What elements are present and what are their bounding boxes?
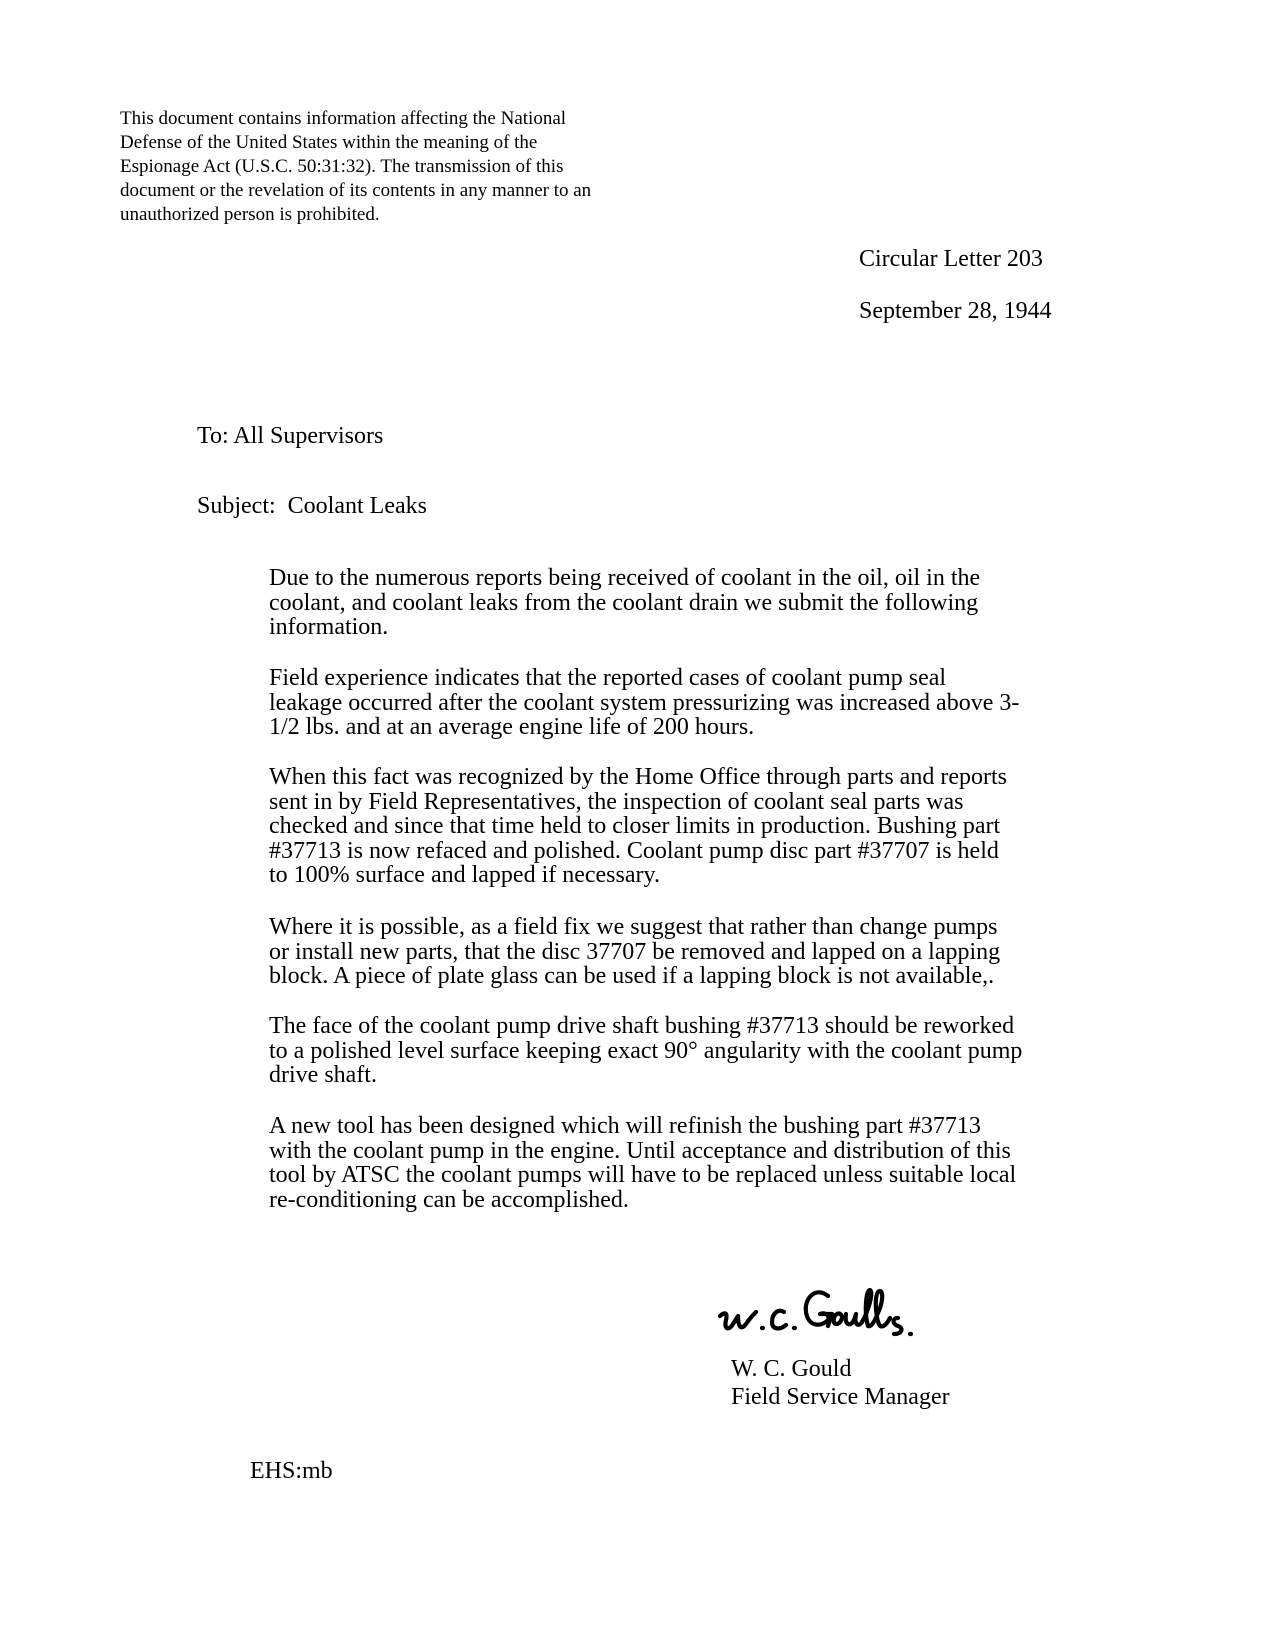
subject-value: Coolant Leaks <box>287 493 427 519</box>
typist-initials: EHS:mb <box>250 1458 333 1484</box>
paragraph-line: checked and since that time held to closer limits in production. Bushing part <box>269 813 1001 839</box>
paragraph-line: block. A piece of plate glass can be used if a lapping block is not available,. <box>269 963 995 989</box>
subject-label: Subject: <box>197 493 276 519</box>
signer-title: Field Service Manager <box>731 1384 950 1410</box>
security-notice-line: document or the revelation of its contents in any manner to an <box>120 180 592 201</box>
body-paragraph-6 <box>269 1114 1069 1212</box>
signer-name: W. C. Gould <box>731 1356 852 1382</box>
paragraph-line: to a polished level surface keeping exact 90° angularity with the coolant pump <box>269 1037 1023 1064</box>
paragraph-line: 1/2 lbs. and at an average engine life of 200 hours. <box>269 714 755 740</box>
subject-line <box>197 492 427 520</box>
paragraph-line: coolant, and coolant leaks from the coolant drain we submit the following <box>269 589 979 616</box>
paragraph-line: leakage occurred after the coolant system pressurizing was increased above 3- <box>269 689 1020 716</box>
security-notice-line: This document contains information affecting the National <box>120 108 567 129</box>
paragraph-line: re-conditioning can be accomplished. <box>269 1186 629 1213</box>
paragraph-line: drive shaft. <box>269 1062 377 1088</box>
paragraph-line: Where it is possible, as a field fix we suggest that rather than change pumps <box>269 914 998 940</box>
paragraph-line: Field experience indicates that the reported cases of coolant pump seal <box>269 665 947 691</box>
security-notice-line: Espionage Act (U.S.C. 50:31:32). The transmission of this <box>120 156 564 177</box>
paragraph-line: A new tool has been designed which will refinish the bushing part #37713 <box>269 1113 981 1139</box>
paragraph-line: tool by ATSC the coolant pumps will have to be replaced unless suitable local <box>269 1162 1017 1188</box>
paragraph-line: to 100% surface and lapped if necessary. <box>269 862 660 888</box>
security-notice-line: unauthorized person is prohibited. <box>120 204 380 225</box>
body-paragraph-1 <box>269 566 1069 640</box>
body-paragraph-5 <box>269 1014 1069 1088</box>
paragraph-line: information. <box>269 614 389 640</box>
handwritten-signature <box>716 1282 936 1346</box>
paragraph-line: or install new parts, that the disc 37707 be removed and lapped on a lapping <box>269 938 1001 965</box>
paragraph-line: #37713 is now refaced and polished. Coolant pump disc part #37707 is held <box>269 837 999 864</box>
paragraph-line: When this fact was recognized by the Home Office through parts and reports <box>269 764 1007 790</box>
security-notice-line: Defense of the United States within the meaning of the <box>120 132 538 153</box>
body-paragraph-4 <box>269 915 1069 989</box>
paragraph-line: sent in by Field Representatives, the inspection of coolant seal parts was <box>269 788 964 815</box>
paragraph-line: Due to the numerous reports being received of coolant in the oil, oil in the <box>269 565 981 591</box>
paragraph-line: with the coolant pump in the engine. Until acceptance and distribution of this <box>269 1137 1011 1164</box>
letter-date: September 28, 1944 <box>859 298 1052 324</box>
to-value: All Supervisors <box>233 423 384 449</box>
to-label: To: <box>197 423 229 449</box>
paragraph-line: The face of the coolant pump drive shaft bushing #37713 should be reworked <box>269 1013 1015 1039</box>
security-notice <box>120 107 660 227</box>
signer-block <box>731 1355 950 1411</box>
to-line <box>197 422 383 450</box>
circular-letter-number: Circular Letter 203 <box>859 246 1043 272</box>
body-paragraph-3 <box>269 765 1069 888</box>
body-paragraph-2 <box>269 666 1069 740</box>
